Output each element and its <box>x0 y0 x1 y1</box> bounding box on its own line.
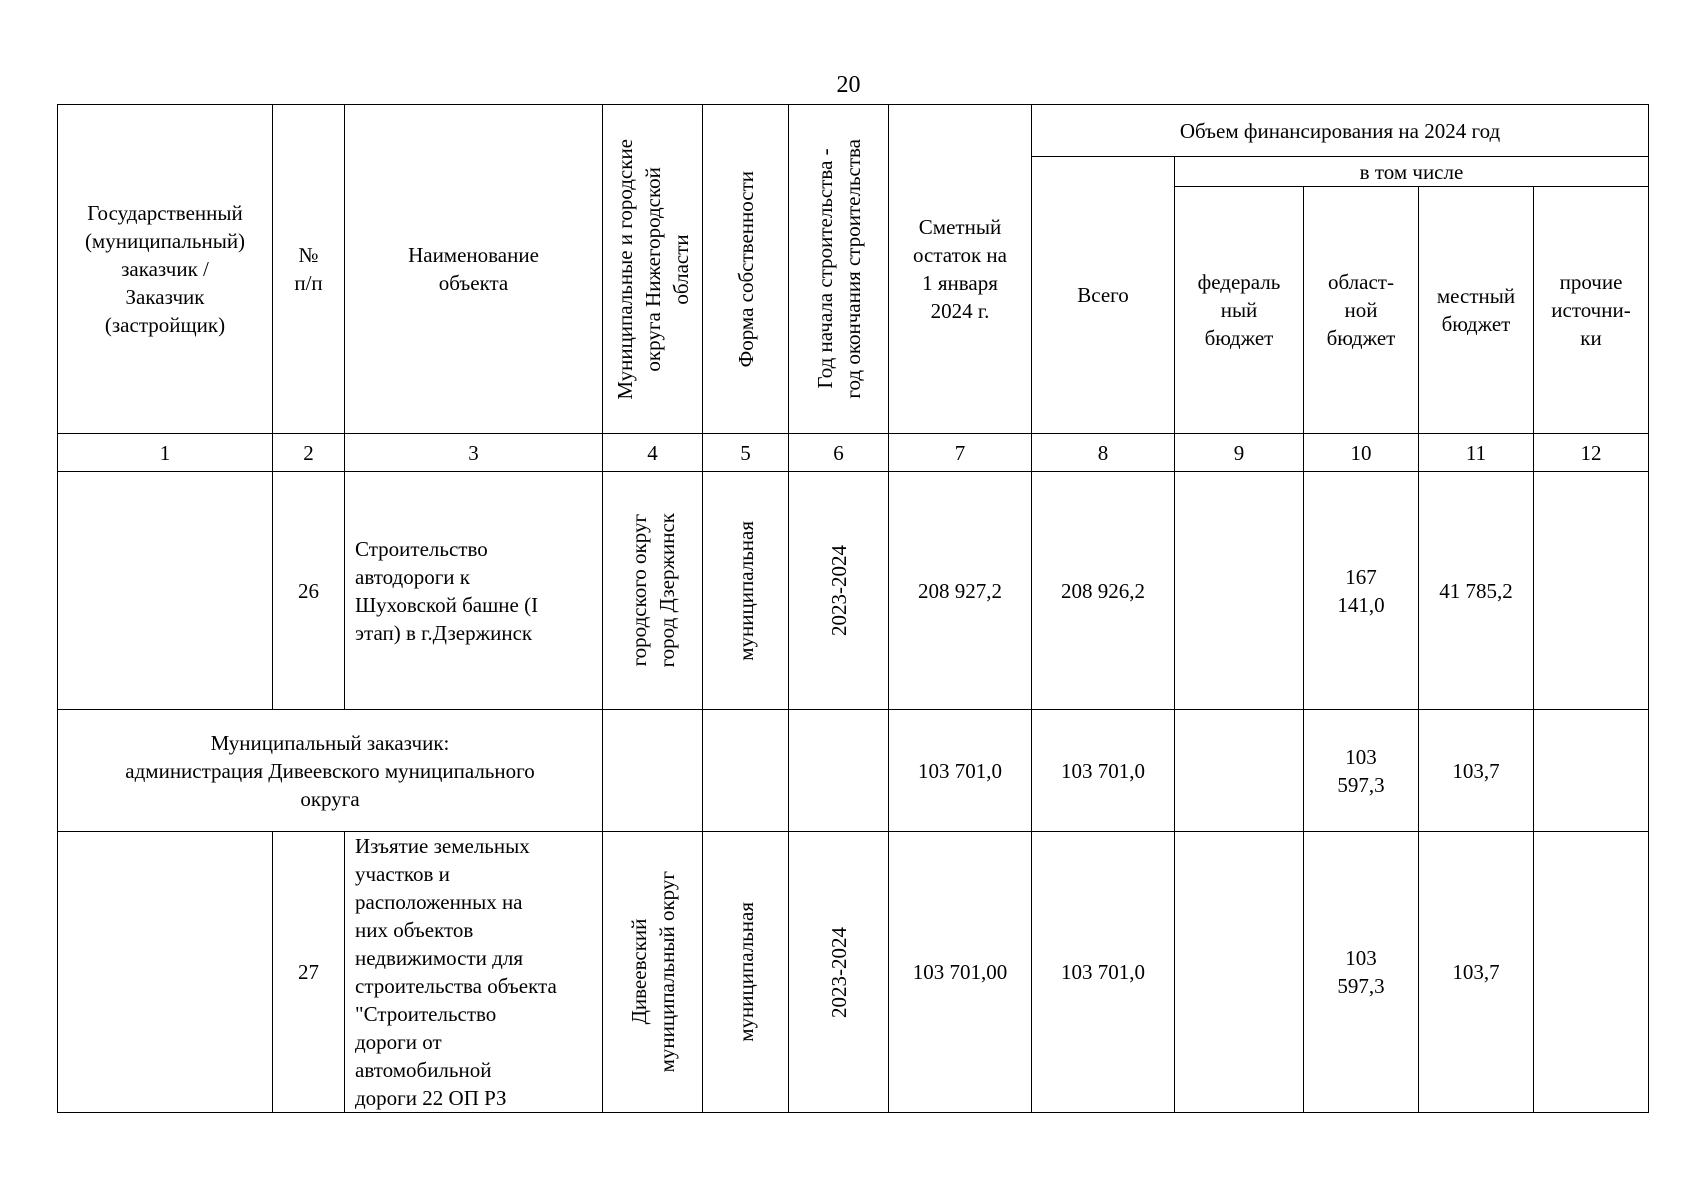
row26-customer <box>58 472 273 710</box>
group-ownership <box>703 710 789 832</box>
header-ownership-cell <box>703 105 789 434</box>
group-row-diveevo <box>58 710 1649 832</box>
column-number: 11 <box>1419 434 1534 472</box>
row26-balance: 208 927,2 <box>889 472 1032 710</box>
row26-district-cell <box>603 472 703 710</box>
row27-district: Дивеевский муниципальный округ <box>626 871 679 1073</box>
group-customer: Муниципальный заказчик: администрация Дивеевского муниципального округа <box>58 710 603 832</box>
column-number: 7 <box>889 434 1032 472</box>
row26-years: 2023-2024 <box>826 545 851 636</box>
header-number: № п/п <box>273 105 345 434</box>
page-number: 20 <box>836 72 861 98</box>
header-balance: Сметный остаток на 1 января 2024 г. <box>889 105 1032 434</box>
row27-other <box>1534 832 1649 1113</box>
row27-district-cell <box>603 832 703 1113</box>
row26-ownership-cell <box>703 472 789 710</box>
group-district <box>603 710 703 832</box>
row27-years-cell <box>789 832 889 1113</box>
header-district: Муниципальные и городские округа Нижегородской области <box>612 138 693 400</box>
group-regional: 103 597,3 <box>1304 710 1419 832</box>
column-number-row <box>58 434 1649 472</box>
header-ownership: Форма собственности <box>733 170 758 368</box>
group-federal <box>1175 710 1304 832</box>
row26-ownership: муниципальная <box>733 520 758 661</box>
header-including: в том числе <box>1175 157 1649 187</box>
group-years <box>789 710 889 832</box>
group-local: 103,7 <box>1419 710 1534 832</box>
row27-ownership: муниципальная <box>733 902 758 1042</box>
row26-district: городского округ город Дзержинск <box>626 513 679 668</box>
header-total: Всего <box>1032 157 1175 434</box>
header-years-cell <box>789 105 889 434</box>
row27-balance: 103 701,00 <box>889 832 1032 1113</box>
header-customer: Государственный (муниципальный) заказчик / Заказчик (застройщик) <box>58 105 273 434</box>
row27-local: 103,7 <box>1419 832 1534 1113</box>
column-number: 10 <box>1304 434 1419 472</box>
header-years: Год начала строительства - год окончания строительства <box>812 139 865 399</box>
header-district-cell <box>603 105 703 434</box>
column-number: 4 <box>603 434 703 472</box>
header-funding-group: Объем финансирования на 2024 год <box>1032 105 1649 157</box>
row26-number: 26 <box>273 472 345 710</box>
column-number: 8 <box>1032 434 1175 472</box>
group-balance: 103 701,0 <box>889 710 1032 832</box>
column-number: 1 <box>58 434 273 472</box>
group-total: 103 701,0 <box>1032 710 1175 832</box>
column-number: 6 <box>789 434 889 472</box>
financing-table <box>57 104 1649 1113</box>
column-number: 3 <box>345 434 603 472</box>
row26-years-cell <box>789 472 889 710</box>
row27-years: 2023-2024 <box>826 926 851 1018</box>
row26-other <box>1534 472 1649 710</box>
group-other <box>1534 710 1649 832</box>
row27-total: 103 701,0 <box>1032 832 1175 1113</box>
row27-federal <box>1175 832 1304 1113</box>
column-number: 2 <box>273 434 345 472</box>
row27-object-name: Изъятие земельных участков и расположенных на них объектов недвижимости для строительства объекта "Строительство дороги от автомобильной дороги 22 ОП РЗ <box>345 832 603 1113</box>
row27-regional: 103 597,3 <box>1304 832 1419 1113</box>
header-regional: област- ной бюджет <box>1304 187 1419 434</box>
header-federal: федераль ный бюджет <box>1175 187 1304 434</box>
row27-customer <box>58 832 273 1113</box>
row27-ownership-cell <box>703 832 789 1113</box>
row26-federal <box>1175 472 1304 710</box>
column-number: 5 <box>703 434 789 472</box>
header-object-name: Наименование объекта <box>345 105 603 434</box>
row27-number: 27 <box>273 832 345 1113</box>
header-local: местный бюджет <box>1419 187 1534 434</box>
column-number: 9 <box>1175 434 1304 472</box>
row26-object-name: Строительство автодороги к Шуховской башне (I этап) в г.Дзержинск <box>345 472 603 710</box>
header-other: прочие источни- ки <box>1534 187 1649 434</box>
table-row-27 <box>58 832 1649 1113</box>
row26-total: 208 926,2 <box>1032 472 1175 710</box>
column-number: 12 <box>1534 434 1649 472</box>
table-row-26 <box>58 472 1649 710</box>
row26-regional: 167 141,0 <box>1304 472 1419 710</box>
row26-local: 41 785,2 <box>1419 472 1534 710</box>
